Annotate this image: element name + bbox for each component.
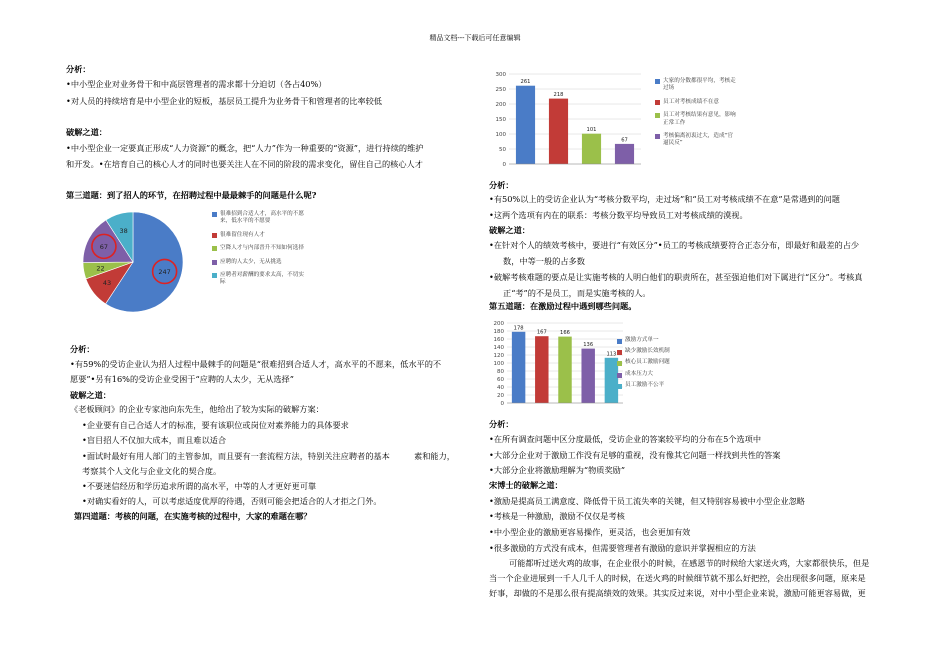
legend-swatch <box>212 246 217 251</box>
bar-data-label: 113 <box>606 351 617 358</box>
legend-item <box>617 372 697 377</box>
bar-data-label: 166 <box>560 330 570 337</box>
bar-data-label: 261 <box>520 79 531 86</box>
bar-chart-assessment-legend <box>655 78 737 154</box>
pie-data-label: 38 <box>119 226 128 235</box>
paragraph: •这两个选项有内在的联系：考核分数平均导致员工对考核成绩的漠视。 <box>489 210 748 220</box>
bar <box>512 332 525 403</box>
legend-swatch <box>212 212 217 217</box>
legend-label: 很难留住现有人才 <box>220 231 265 238</box>
bullet: •考核是一种激励，激励不仅仅是考核 <box>489 511 625 521</box>
analysis-heading: 分析： <box>489 180 514 190</box>
analysis-heading: 分析： <box>70 344 95 354</box>
legend-swatch <box>655 100 660 105</box>
paragraph: •在所有调查问题中区分度最低，受访企业的答案较平均的分布在5个选项中 <box>489 434 762 444</box>
bar-data-label: 178 <box>513 325 524 332</box>
question-3-heading: 第三道题：到了招人的环节，在招聘过程中最最棘手的问题是什么呢? <box>66 190 317 200</box>
y-tick-label: 140 <box>493 345 504 351</box>
legend-swatch <box>212 273 217 278</box>
legend-item <box>212 272 308 287</box>
bullet-continuation: 素和能力， <box>414 451 455 461</box>
legend-label: 员工对考核成绩不在意 <box>663 98 719 105</box>
legend-swatch <box>655 134 660 139</box>
legend-item <box>212 259 308 266</box>
legend-item <box>655 99 737 106</box>
bullet: 考察其个人文化与企业文化的契合度。 <box>82 466 222 476</box>
solution-heading: 破解之道： <box>70 390 111 400</box>
y-tick-label: 40 <box>497 385 504 391</box>
bar-data-label: 136 <box>583 342 594 349</box>
legend-item <box>212 245 308 252</box>
y-tick-label: 180 <box>493 329 504 335</box>
bullet: •很多激励的方式没有成本，但需要管理者有激励的意识并掌握相应的方法 <box>489 543 756 553</box>
legend-swatch <box>617 350 622 355</box>
y-tick-label: 80 <box>497 369 504 375</box>
y-tick-label: 60 <box>497 377 504 383</box>
legend-swatch <box>212 260 217 265</box>
paragraph: 好事，却做的不是那么很有提高绩效的效果。其实反过来说，对中小型企业来说，激励可能更容易做，更 <box>489 588 866 598</box>
legend-label: 考核偏离初衷过大，造成“官逼民反” <box>663 133 734 147</box>
bar <box>535 336 548 403</box>
legend-label: 应聘者对薪酬的要求太高，不切实际 <box>220 272 304 286</box>
paragraph: •大部分企业对于激励工作没有足够的重视，没有像其它问题一样找到共性的答案 <box>489 450 781 460</box>
legend-item <box>655 133 737 148</box>
analysis-heading: 分析： <box>489 419 514 429</box>
y-tick-label: 0 <box>500 401 504 407</box>
paragraph: 数，中等一般的占多数 <box>503 256 585 266</box>
y-tick-label: 300 <box>495 72 506 78</box>
pie-chart <box>80 207 200 317</box>
legend-item <box>212 211 308 226</box>
question-4-heading: 第四道题：考核的问题，在实施考核的过程中，大家的难题在哪？ <box>74 511 312 521</box>
legend-swatch <box>617 384 622 389</box>
y-tick-label: 200 <box>493 321 504 327</box>
bullet: •对确实看好的人，可以考虑适度优厚的待遇，否则可能会把适合的人才拒之门外。 <box>82 496 382 506</box>
bar <box>582 134 601 164</box>
legend-item <box>655 78 737 93</box>
bar-data-label: 101 <box>586 127 597 134</box>
pie-data-label: 22 <box>96 264 105 273</box>
page-header: 精品文档---下载后可任意编辑 <box>429 34 521 42</box>
paragraph: 正“考”的不是员工，而是实施考核的人。 <box>503 288 651 298</box>
analysis-heading: 分析： <box>66 64 91 74</box>
pie-legend <box>212 211 308 293</box>
bullet: •中小型企业的激励更容易操作，更灵活，也会更加有效 <box>489 527 691 537</box>
bar <box>581 349 594 403</box>
solution-heading: 破解之道： <box>66 127 107 137</box>
paragraph: 当一个企业进展到一千人几千人的时候，在送火鸡的时候细节就不那么好把控，会出现很多问题，原来是 <box>489 573 866 583</box>
paragraph: •有50%以上的受访企业认为“考核分数平均，走过场”和“员工对考核成绩不在意”是常遇到的问题 <box>489 194 840 204</box>
legend-label: 员工对考核结果有意见，影响正常工作 <box>663 112 736 126</box>
y-tick-label: 20 <box>497 393 504 399</box>
pie-data-label: 67 <box>99 242 109 251</box>
legend-label: 大家的分数都很平均，考核走过场 <box>663 78 736 92</box>
legend-item <box>617 360 697 365</box>
y-tick-label: 50 <box>499 147 506 153</box>
bar <box>549 99 568 164</box>
legend-swatch <box>655 79 660 84</box>
legend-item <box>212 232 308 239</box>
paragraph: •对人员的持续培育是中小型企业的短板，基层员工提升为业务骨干和管理者的比率较低 <box>66 96 382 106</box>
bar-data-label: 67 <box>621 137 628 144</box>
solution-heading: 破解之道： <box>489 225 530 235</box>
legend-swatch <box>617 373 622 378</box>
question-5-heading: 第五道题：在激励过程中遇到哪些问题。 <box>489 301 637 311</box>
paragraph: 可能都听过送火鸡的故事，在企业很小的时候，在感恩节的时候给大家送火鸡，大家都很快乐，但是 <box>509 558 870 568</box>
paragraph: •中小型企业一定要真正形成“人力资源”的概念，把“人力”作为一种重要的“资源”，进行持续的维护 <box>66 143 424 153</box>
paragraph: •在针对个人的绩效考核中，要进行“有效区分”•员工的考核成绩要符合正态分布，即最好和最差的占少 <box>489 240 860 250</box>
legend-swatch <box>655 113 660 118</box>
bar-chart-incentive <box>487 318 627 410</box>
paragraph: •有59%的受访企业认为招人过程中最棘手的问题是“很难招到合适人才，高水平的不愿来，低水平的不 <box>70 359 442 369</box>
pie-data-label: 247 <box>158 267 171 276</box>
bullet: •不要迷信经历和学历追求所谓的高水平，中等的人才更好更可靠 <box>82 481 317 491</box>
legend-swatch <box>617 339 622 344</box>
legend-swatch <box>212 233 217 238</box>
legend-label: 很难招到合适人才，高水平的不愿来，低水平的不愿要 <box>220 211 304 225</box>
y-tick-label: 250 <box>495 87 506 93</box>
paragraph: •中小型企业对业务骨干和中高层管理者的需求都十分迫切（各占40%） <box>66 79 327 89</box>
legend-item <box>617 349 697 354</box>
legend-label: 员工激励不公平 <box>625 381 665 388</box>
pie-data-label: 43 <box>102 278 112 287</box>
bullet: •企业要有自己合适人才的标准，要有该职位或岗位对素养能力的具体要求 <box>82 420 349 430</box>
y-tick-label: 200 <box>495 102 506 108</box>
paragraph: 愿要”•另有16%的受访企业受困于“应聘的人太少，无从选择” <box>70 374 294 384</box>
bullet: •面试时最好有用人部门的主管参加，而且要有一套流程方法，特别关注应聘者的基本 <box>82 451 390 461</box>
bar-chart-incentive-legend <box>617 338 697 394</box>
legend-label: 缺少激励长效机制 <box>625 348 670 355</box>
legend-swatch <box>617 361 622 366</box>
solution-heading: 宋博士的破解之道： <box>489 480 563 490</box>
legend-item <box>617 338 697 343</box>
bullet: •激励是提高员工满意度、降低骨干员工流失率的关键，但又特别容易被中小型企业忽略 <box>489 496 805 506</box>
paragraph: •大部分企业将激励理解为“物质奖励” <box>489 465 626 475</box>
paragraph: •破解考核难题的要点是让实施考核的人明白他们的职责所在，甚至强迫他们对下属进行“区分”。考核真 <box>489 272 863 282</box>
bar-chart-assessment <box>487 68 647 168</box>
bullet: •盲目招人不仅加大成本，而且难以适合 <box>82 435 227 445</box>
bar-data-label: 167 <box>536 329 547 336</box>
legend-item <box>655 112 737 127</box>
bar-data-label: 218 <box>553 92 564 99</box>
y-tick-label: 100 <box>495 132 506 138</box>
y-tick-label: 100 <box>493 361 504 367</box>
legend-item <box>617 383 697 388</box>
legend-label: 空降人才与内部晋升不知如何选择 <box>220 245 304 252</box>
y-tick-label: 160 <box>493 337 504 343</box>
paragraph: 《老板顾问》的企业专家池向东先生，他给出了较为实际的破解方案： <box>70 404 324 414</box>
legend-label: 应聘的人太少，无从挑选 <box>220 258 282 265</box>
legend-label: 核心员工激励问题 <box>625 359 670 366</box>
bar <box>558 337 571 403</box>
y-tick-label: 0 <box>502 162 506 168</box>
bar <box>615 144 634 164</box>
y-tick-label: 120 <box>493 353 504 359</box>
bar <box>516 86 535 164</box>
paragraph: 和开发。•在培育自己的核心人才的同时也要关注人在不同的阶段的需求变化，留住自己的核心人才 <box>66 159 423 169</box>
legend-label: 成本压力大 <box>625 370 653 377</box>
legend-label: 激励方式单一 <box>625 337 659 343</box>
y-tick-label: 150 <box>495 117 506 123</box>
